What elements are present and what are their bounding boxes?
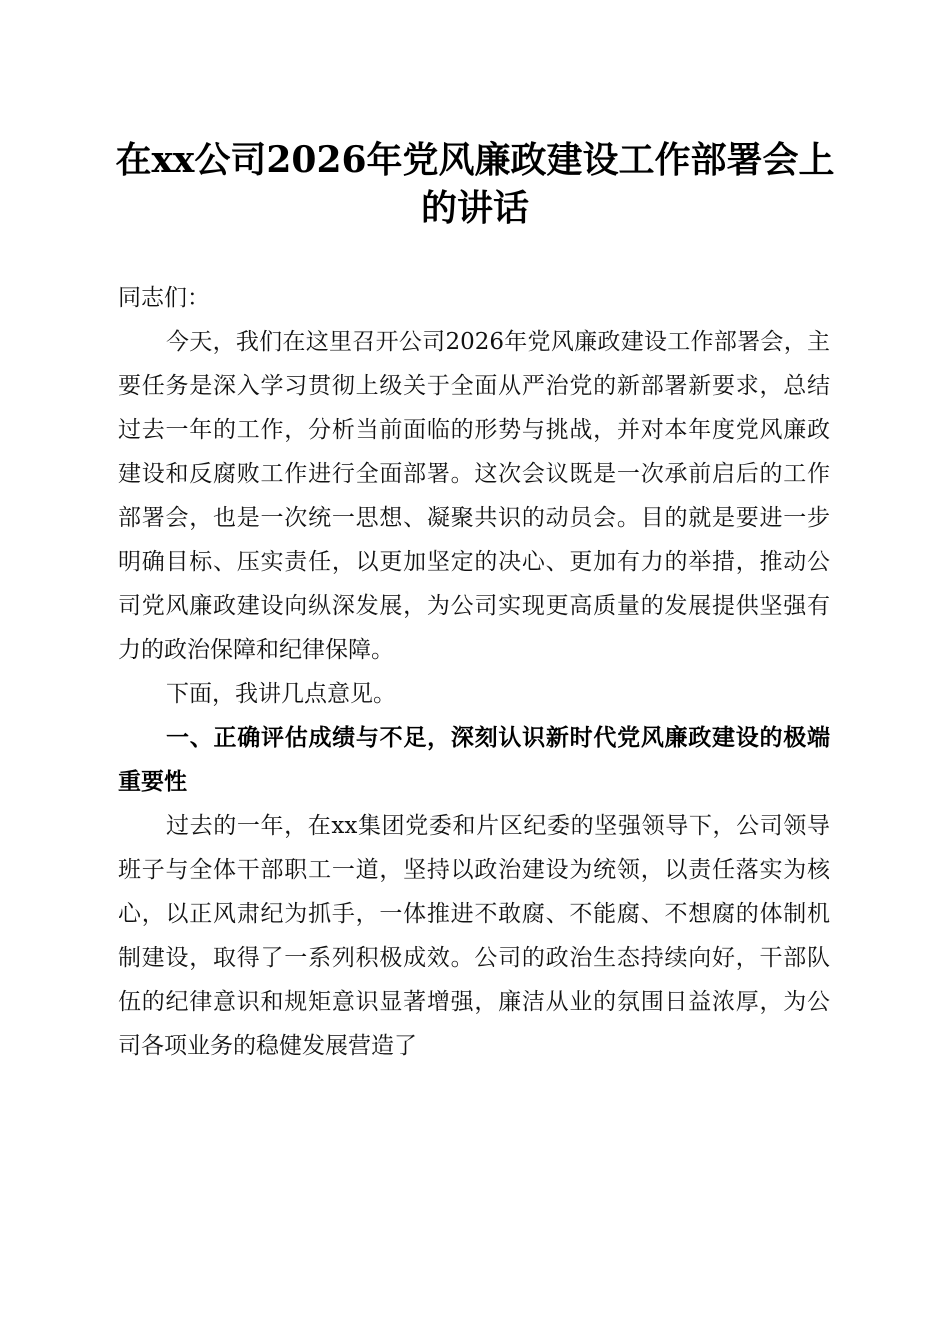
paragraph-intro: 今天，我们在这里召开公司2026年党风廉政建设工作部署会，主要任务是深入学习贯彻上级关于全面从严治党的新部署新要求，总结过去一年的工作，分析当前面临的形势与挑战，并对本年度党风廉政建设和反腐败工作进行全面部署。这次会议既是一次承前启后的工作部署会，也是一次统一思想、凝聚共识的动员会。目的就是要进一步明确目标、压实责任，以更加坚定的决心、更加有力的举措，推动公司党风廉政建设向纵深发展，为公司实现更高质量的发展提供坚强有力的政治保障和纪律保障。: [118, 329, 830, 663]
paragraph-transition: 下面，我讲几点意见。: [166, 681, 396, 707]
section-heading-1: 一、正确评估成绩与不足，深刻认识新时代党风廉政建设的极端重要性: [118, 725, 830, 795]
salutation: 同志们：: [118, 285, 210, 311]
document-body: [118, 276, 830, 1068]
paragraph-section-1: 过去的一年，在xx集团党委和片区纪委的坚强领导下，公司领导班子与全体干部职工一道，坚持以政治建设为统领，以责任落实为核心，以正风肃纪为抓手，一体推进不敢腐、不能腐、不想腐的体制机制建设，取得了一系列积极成效。公司的政治生态持续向好，干部队伍的纪律意识和规矩意识显著增强，廉洁从业的氛围日益浓厚，为公司各项业务的稳健发展营造了: [118, 813, 830, 1059]
document-title: 在xx公司2026年党风廉政建设工作部署会上的讲话: [115, 139, 835, 229]
